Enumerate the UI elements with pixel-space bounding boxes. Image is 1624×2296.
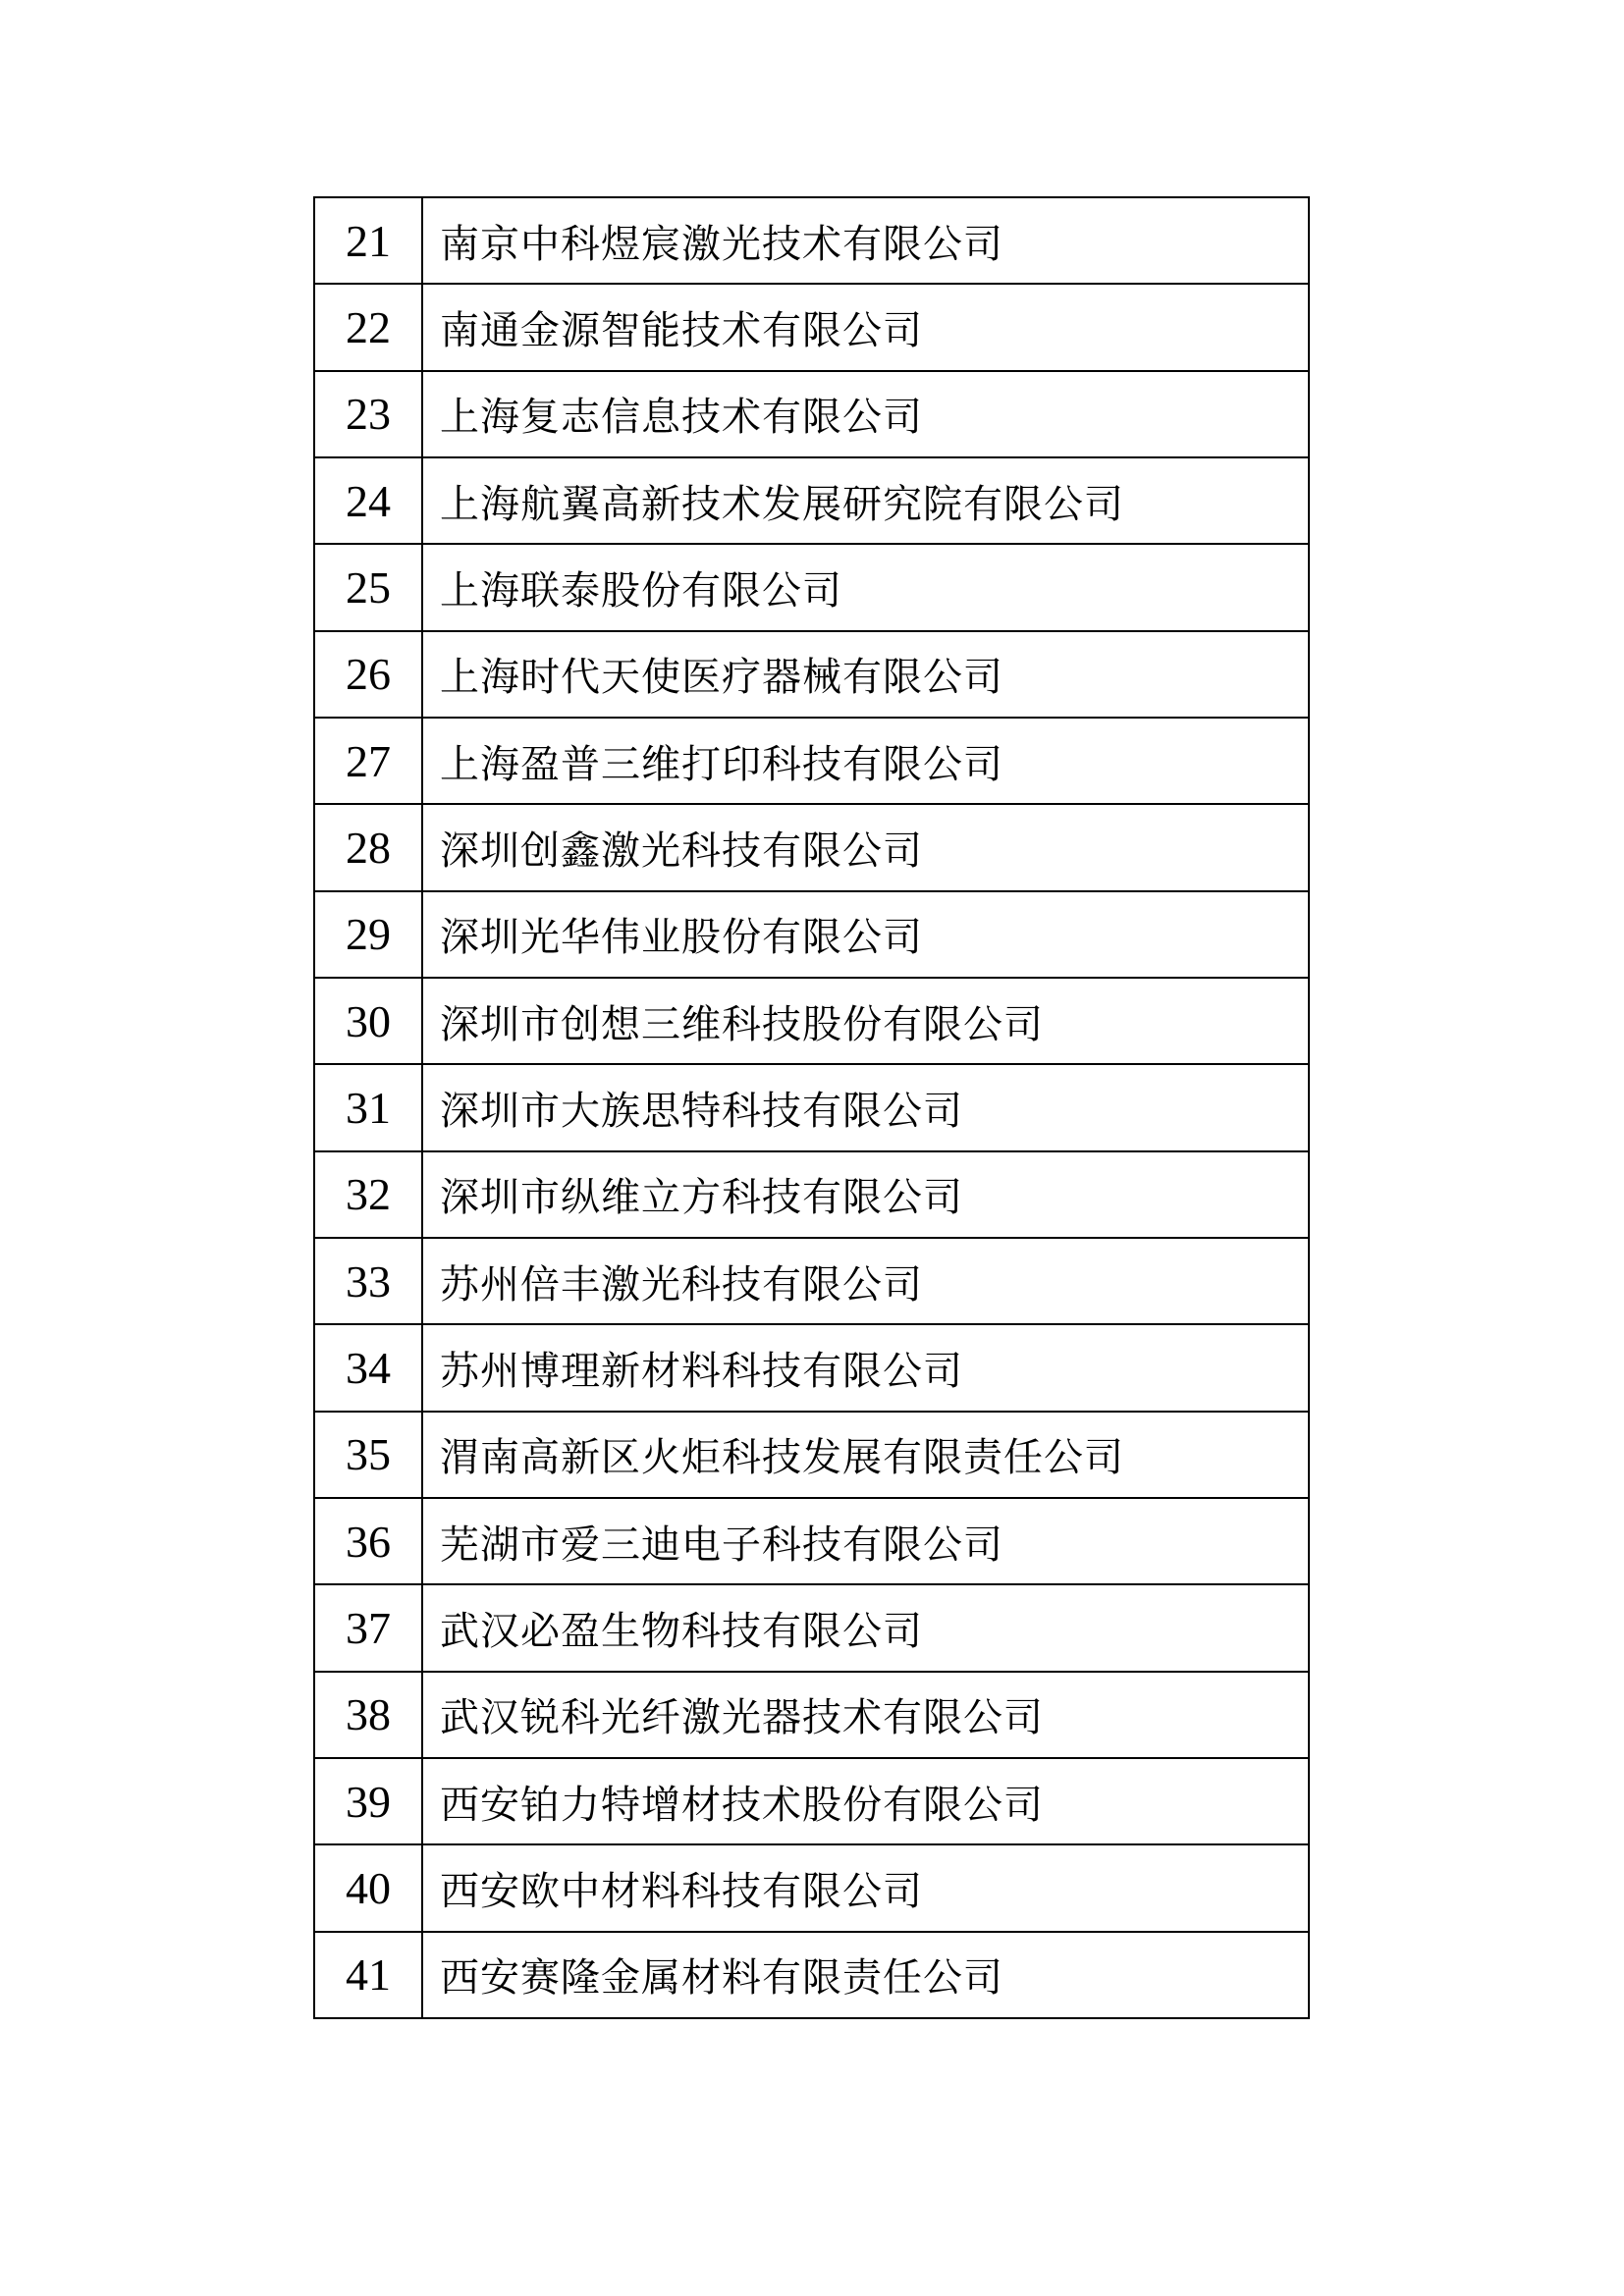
company-name: 深圳市纵维立方科技有限公司	[422, 1151, 1309, 1238]
company-name: 西安欧中材料科技有限公司	[422, 1844, 1309, 1931]
company-name: 上海联泰股份有限公司	[422, 544, 1309, 630]
table-row	[314, 544, 1309, 630]
table-row	[314, 1584, 1309, 1671]
company-name: 武汉锐科光纤激光器技术有限公司	[422, 1672, 1309, 1758]
table-row	[314, 284, 1309, 370]
row-index: 30	[314, 978, 422, 1064]
company-name: 西安赛隆金属材料有限责任公司	[422, 1932, 1309, 2018]
row-index: 26	[314, 631, 422, 718]
row-index: 40	[314, 1844, 422, 1931]
table-row	[314, 1672, 1309, 1758]
row-index: 23	[314, 371, 422, 457]
company-name: 武汉必盈生物科技有限公司	[422, 1584, 1309, 1671]
company-name: 深圳市创想三维科技股份有限公司	[422, 978, 1309, 1064]
table-row	[314, 1498, 1309, 1584]
company-list-table	[313, 196, 1310, 2019]
table-row	[314, 1064, 1309, 1150]
table-row	[314, 718, 1309, 804]
row-index: 38	[314, 1672, 422, 1758]
table-row	[314, 1324, 1309, 1411]
company-name: 南通金源智能技术有限公司	[422, 284, 1309, 370]
company-name: 深圳创鑫激光科技有限公司	[422, 804, 1309, 890]
table-row	[314, 1412, 1309, 1498]
company-name: 西安铂力特增材技术股份有限公司	[422, 1758, 1309, 1844]
row-index: 22	[314, 284, 422, 370]
company-name: 深圳光华伟业股份有限公司	[422, 891, 1309, 978]
company-name: 上海复志信息技术有限公司	[422, 371, 1309, 457]
row-index: 34	[314, 1324, 422, 1411]
row-index: 37	[314, 1584, 422, 1671]
company-name: 上海时代天使医疗器械有限公司	[422, 631, 1309, 718]
table-row	[314, 631, 1309, 718]
company-name: 渭南高新区火炬科技发展有限责任公司	[422, 1412, 1309, 1498]
row-index: 35	[314, 1412, 422, 1498]
row-index: 39	[314, 1758, 422, 1844]
table-row	[314, 1151, 1309, 1238]
table-row	[314, 1758, 1309, 1844]
table-row	[314, 1238, 1309, 1324]
table-row	[314, 1844, 1309, 1931]
row-index: 32	[314, 1151, 422, 1238]
row-index: 28	[314, 804, 422, 890]
table-row	[314, 371, 1309, 457]
row-index: 31	[314, 1064, 422, 1150]
company-name: 苏州倍丰激光科技有限公司	[422, 1238, 1309, 1324]
table-row	[314, 1932, 1309, 2018]
row-index: 33	[314, 1238, 422, 1324]
company-name: 深圳市大族思特科技有限公司	[422, 1064, 1309, 1150]
table-row	[314, 457, 1309, 544]
row-index: 27	[314, 718, 422, 804]
company-name: 芜湖市爱三迪电子科技有限公司	[422, 1498, 1309, 1584]
table-row	[314, 197, 1309, 284]
row-index: 24	[314, 457, 422, 544]
table-row	[314, 804, 1309, 890]
row-index: 36	[314, 1498, 422, 1584]
row-index: 41	[314, 1932, 422, 2018]
company-name: 上海盈普三维打印科技有限公司	[422, 718, 1309, 804]
row-index: 21	[314, 197, 422, 284]
company-name: 苏州博理新材料科技有限公司	[422, 1324, 1309, 1411]
row-index: 25	[314, 544, 422, 630]
company-name: 上海航翼高新技术发展研究院有限公司	[422, 457, 1309, 544]
table-row	[314, 978, 1309, 1064]
company-name: 南京中科煜宸激光技术有限公司	[422, 197, 1309, 284]
table-row	[314, 891, 1309, 978]
row-index: 29	[314, 891, 422, 978]
